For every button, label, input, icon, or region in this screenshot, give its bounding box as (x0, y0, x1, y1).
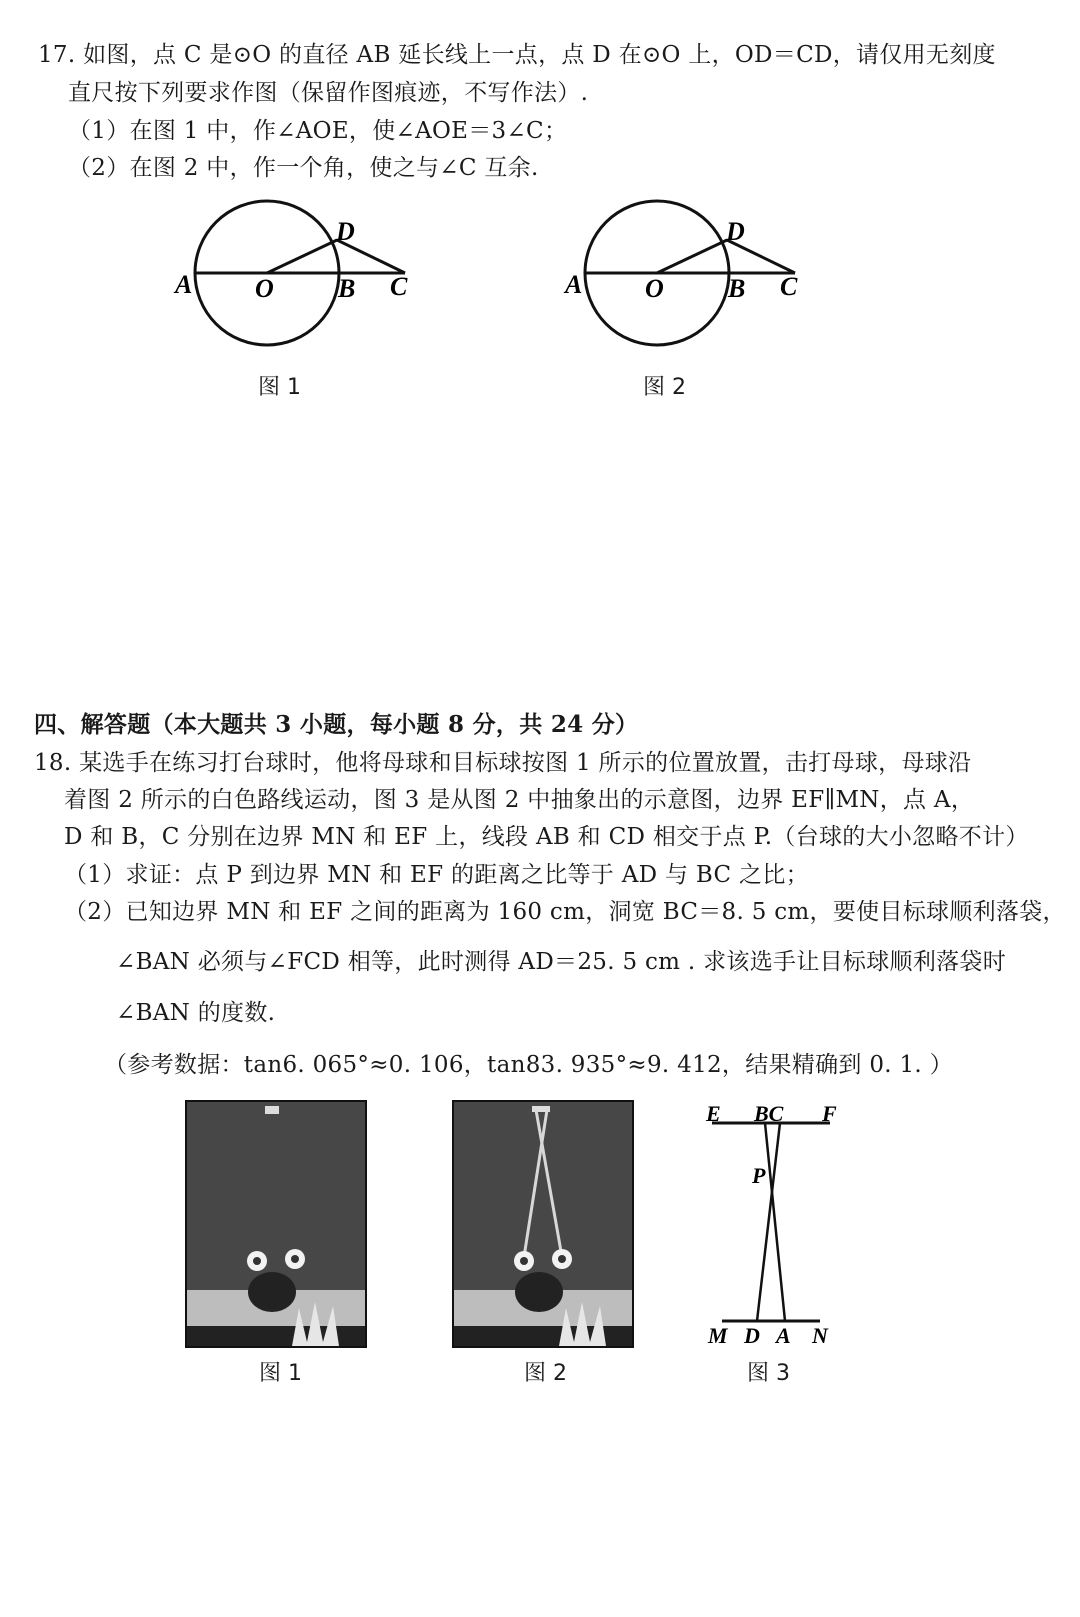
q18-fig1-caption: 图 1 (259, 1361, 302, 1386)
q18-part-2: （2）已知边界 MN 和 EF 之间的距离为 160 cm，洞宽 BC＝8. 5 cm，要使目标球顺利落袋， (64, 899, 1066, 925)
q17-fig1-caption: 图 1 (258, 375, 301, 400)
label-bc: BC (754, 1101, 784, 1126)
q18-part-2-end: ∠BAN 的度数. (116, 1000, 276, 1026)
billiard-photo-2 (452, 1100, 634, 1348)
label-p: P (752, 1163, 766, 1188)
q18-fig3-caption: 图 3 (747, 1361, 790, 1386)
q18-figure-3 (700, 1097, 850, 1347)
label-a: A (776, 1323, 791, 1348)
label-a: A (175, 270, 193, 299)
q17-fig2-caption: 图 2 (643, 375, 686, 400)
q17-part-2: （2）在图 2 中，作一个角，使之与∠C 互余. (68, 155, 539, 181)
segment-od (657, 240, 727, 273)
label-e: E (706, 1101, 721, 1126)
label-f: F (822, 1101, 837, 1126)
billiard-photo-1 (185, 1100, 367, 1348)
q17-figure-1 (170, 195, 430, 365)
label-o: O (255, 274, 274, 303)
label-b: B (728, 274, 746, 303)
billiard-photo-2-image (454, 1102, 632, 1346)
q18-line-3: D 和 B，C 分别在边界 MN 和 EF 上，线段 AB 和 CD 相交于点 P.（台球的大小忽略不计） (64, 824, 1029, 850)
segment-od (267, 240, 337, 273)
label-a: A (565, 270, 583, 299)
label-b: B (338, 274, 356, 303)
q17-part-1: （1）在图 1 中，作∠AOE，使∠AOE＝3∠C； (68, 118, 568, 144)
label-d: D (336, 217, 355, 246)
q18-fig2-caption: 图 2 (524, 1361, 567, 1386)
q18-reference-data: （参考数据：tan6. 065°≈0. 106，tan83. 935°≈9. 412，结果精确到 0. 1. ） (104, 1052, 953, 1078)
label-d: D (744, 1323, 760, 1348)
q17-line-2: 直尺按下列要求作图（保留作图痕迹，不写作法）. (68, 80, 589, 106)
q18-part-2-cont: ∠BAN 必须与∠FCD 相等，此时测得 AD＝25. 5 cm . 求该选手让目标球顺利落袋时 (116, 949, 1007, 975)
label-d: D (726, 217, 745, 246)
q18-part-1: （1）求证：点 P 到边界 MN 和 EF 的距离之比等于 AD 与 BC 之比； (64, 862, 809, 888)
label-c: C (780, 272, 798, 301)
label-n: N (812, 1323, 828, 1348)
label-m: M (708, 1323, 728, 1348)
billiard-photo-1-image (187, 1102, 365, 1346)
label-c: C (390, 272, 408, 301)
q17-line-1: 17. 如图，点 C 是⊙O 的直径 AB 延长线上一点，点 D 在⊙O 上，OD＝CD，请仅用无刻度 (38, 42, 996, 68)
label-o: O (645, 274, 664, 303)
q17-figure-2 (560, 195, 820, 365)
q18-line-1: 18. 某选手在练习打台球时，他将母球和目标球按图 1 所示的位置放置，击打母球，母球沿 (34, 750, 972, 776)
section-4-heading: 四、解答题（本大题共 3 小题，每小题 8 分，共 24 分） (34, 711, 639, 738)
q18-line-2: 着图 2 所示的白色路线运动，图 3 是从图 2 中抽象出的示意图，边界 EF∥MN，点 A， (64, 787, 975, 813)
